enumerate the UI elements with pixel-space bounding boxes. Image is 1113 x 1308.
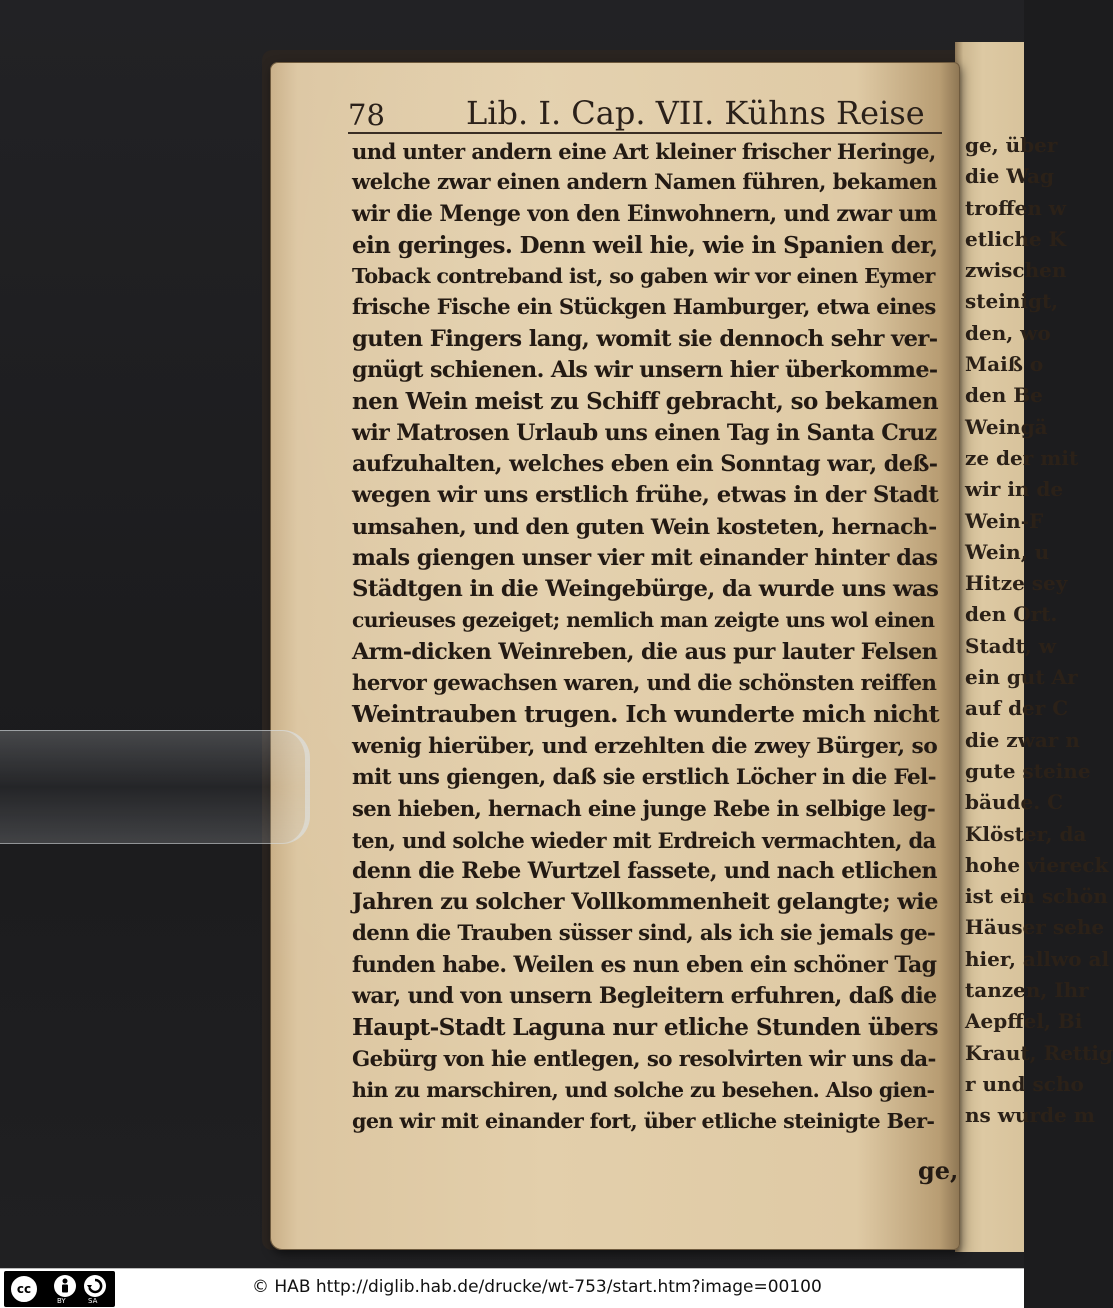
facing-text-line: Maiß o (965, 352, 1044, 377)
credit-link[interactable]: © HAB http://diglib.hab.de/drucke/wt-753/start.htm?image=00100 (252, 1277, 822, 1297)
text-line: war, und von unsern Begleitern erfuhren, daß die (352, 983, 937, 1010)
text-line: Haupt-Stadt Laguna nur etliche Stunden übers (352, 1014, 938, 1042)
text-line: sen hieben, hernach eine junge Rebe in selbige leg- (352, 796, 936, 822)
page-text (352, 136, 944, 1138)
book-page (270, 62, 960, 1250)
facing-text-line: den, wo (965, 320, 1051, 345)
text-line: gnügt schienen. Als wir unsern hier überkomme- (352, 357, 938, 384)
text-line: ten, und solche wieder mit Erdreich vermachten, da (352, 827, 936, 853)
text-line: und unter andern eine Art kleiner frischer Heringe, (352, 139, 936, 164)
text-line: guten Fingers lang, womit sie dennoch sehr ver- (352, 325, 938, 352)
footer-bar (0, 1268, 1024, 1308)
text-line: mit uns giengen, daß sie erstlich Löcher in die Fel- (352, 764, 936, 790)
facing-page (955, 42, 1113, 1252)
facing-text-line: Stadt, w (965, 633, 1057, 658)
catchword: ge, (918, 1156, 959, 1185)
text-line: hin zu marschiren, und solche zu besehen. Also gien- (352, 1077, 935, 1102)
facing-text-line: Hitze sey (965, 571, 1068, 596)
text-line: Jahren zu solcher Vollkommenheit gelangte; wie (352, 889, 938, 916)
text-line: Arm-dicken Weinreben, die aus pur lauter Felsen (352, 638, 938, 665)
facing-text-line: hier, allwo al (965, 946, 1110, 971)
facing-text-line: wir in de (965, 477, 1064, 502)
text-line: umsahen, und den guten Wein kosteten, hernach- (352, 513, 937, 540)
facing-text-line: die zwar n (965, 727, 1080, 752)
text-line: frische Fische ein Stückgen Hamburger, etwa eines (352, 295, 936, 321)
text-line: denn die Trauben süsser sind, als ich sie jemals ge- (352, 921, 936, 947)
facing-text-line: troffen w (965, 195, 1066, 220)
text-line: Weintrauben trugen. Ich wunderte mich nicht (352, 700, 939, 729)
facing-text-line: zwischen (965, 258, 1067, 283)
facing-text-line: den Ort. (965, 602, 1058, 627)
text-line: funden habe. Weilen es nun eben ein schöner Tag (352, 951, 937, 978)
facing-text-line: Wein, u (965, 539, 1050, 564)
facing-text-line: ge, über (965, 133, 1058, 157)
text-line: wir die Menge von den Einwohnern, und zwar um (352, 200, 937, 227)
running-title: Lib. I. Cap. VII. Kühns Reise (466, 94, 925, 132)
page-header (348, 86, 938, 136)
by-icon (54, 1275, 76, 1297)
facing-text-line: auf der C (965, 696, 1069, 721)
facing-text-line: steinigt, (965, 289, 1059, 314)
facing-text-line: den Be (965, 383, 1043, 408)
text-line: Städtgen in die Weingebürge, da wurde uns was (352, 576, 939, 603)
facing-text-line: ze der mit (965, 445, 1079, 470)
facing-text-line: Klöster, da (965, 821, 1087, 846)
text-line: Gebürg von hie entlegen, so resolvirten wir uns da- (352, 1046, 936, 1072)
facing-text-line: etliche K (965, 226, 1066, 251)
facing-text-line: ein gut Ar (965, 665, 1078, 690)
text-line: wenig hierüber, und erzehlten die zwey Bürger, so (352, 733, 938, 759)
text-line: denn die Rebe Wurtzel fassete, und nach etlichen (352, 857, 937, 884)
facing-page-text (965, 130, 1113, 1132)
facing-text-line: Aepffel, Bi (965, 1009, 1083, 1034)
text-line: hervor gewachsen waren, und die schönsten reiffen (352, 671, 937, 697)
facing-text-line: hohe viereck (965, 852, 1109, 877)
text-line: mals giengen unser vier mit einander hinter das (352, 544, 938, 571)
by-label: BY (57, 1297, 66, 1305)
facing-text-line: die Wag (965, 164, 1054, 189)
facing-text-line: bäude. C (965, 790, 1064, 815)
glass-plate-reflection (0, 730, 310, 844)
facing-text-line: ist ein schön (965, 884, 1108, 909)
text-line: gen wir mit einander fort, über etliche steinigte Ber- (352, 1109, 935, 1134)
text-line: nen Wein meist zu Schiff gebracht, so bekamen (352, 388, 938, 416)
facing-text-line: tanzen, Ihr (965, 978, 1089, 1003)
text-line: welche zwar einen andern Namen führen, bekamen (352, 170, 937, 196)
sa-icon (84, 1275, 106, 1297)
facing-text-line: Weingä (965, 414, 1048, 439)
facing-text-line: gute steine (965, 758, 1091, 783)
header-rule (348, 132, 942, 134)
text-line: ein geringes. Denn weil hie, wie in Spanien der, (352, 231, 938, 259)
page-number: 78 (348, 98, 385, 132)
text-line: wir Matrosen Urlaub uns einen Tag in Santa Cruz (352, 419, 937, 446)
text-line: curieuses gezeiget; nemlich man zeigte uns wol einen (352, 608, 935, 633)
facing-text-line: Wein-F (965, 508, 1044, 533)
sa-label: SA (88, 1297, 98, 1305)
text-line: aufzuhalten, welches eben ein Sonntag war, deß- (352, 450, 938, 477)
cc-license-badge[interactable] (4, 1271, 115, 1307)
facing-text-line: ns wurde m (965, 1103, 1095, 1128)
text-line: wegen wir uns erstlich frühe, etwas in der Stadt (352, 482, 939, 509)
text-line: Toback contreband ist, so gaben wir vor einen Eymer (352, 264, 935, 289)
facing-text-line: r und scho (965, 1071, 1084, 1096)
facing-text-line: Kraut, Rettig (965, 1040, 1113, 1065)
cc-icon: cc (9, 1274, 39, 1304)
facing-text-line: Häuser sehe (965, 915, 1105, 940)
